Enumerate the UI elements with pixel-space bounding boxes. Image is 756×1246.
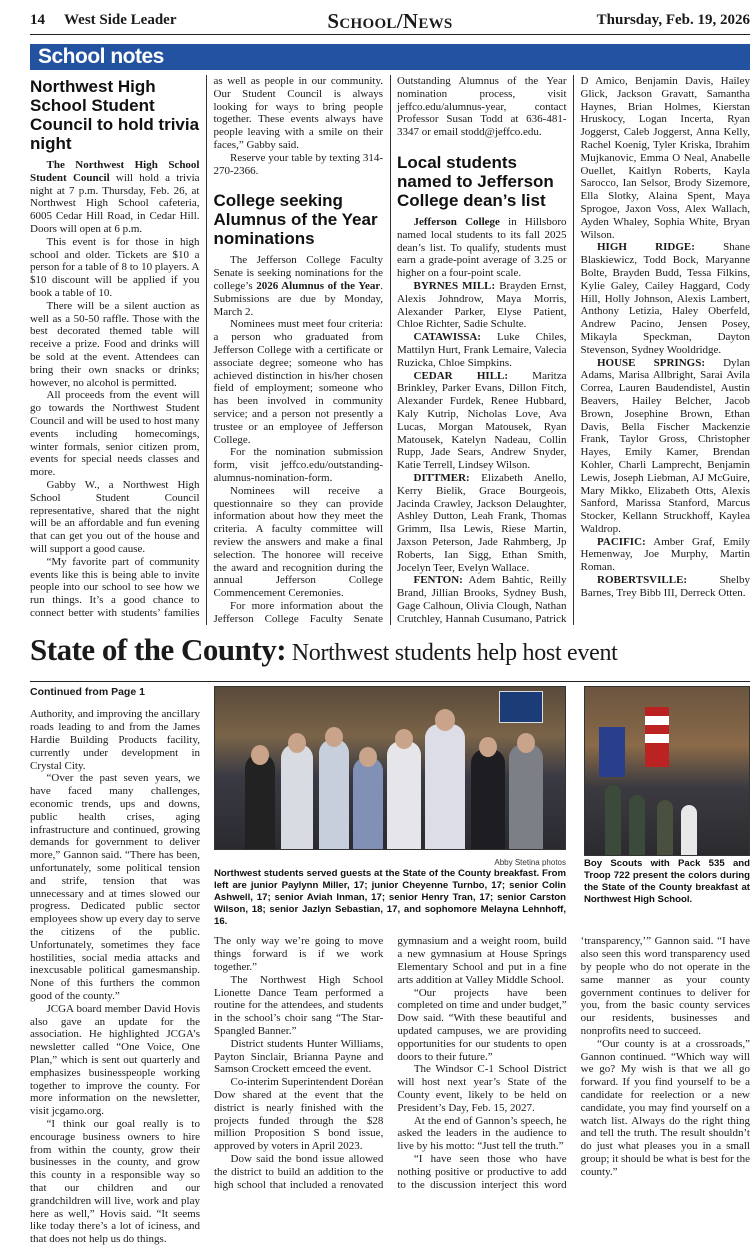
lions-sign xyxy=(499,691,543,723)
paragraph-text: “Our county is at a crossroads,” Gannon continued. “Which way will we go? My wish is that we all go forward. If you find yourself to be a candidate for reelection or a new candidate, you may find yourself on a watch list. Always do the right thing and tell the truth. The result shouldn’t do just what pleases you in a small group; it should be what is best for the county.” xyxy=(580,1037,750,1178)
paragraph xyxy=(397,1115,566,1153)
paragraph-lead: The Northwest High School Student Council xyxy=(30,159,200,184)
paragraph xyxy=(30,300,200,390)
town-name: DITTMER: xyxy=(413,471,470,484)
student-names: Luke Chiles, Mattilyn Hurt, Frank Lemaire, Valecia Ruzicka, Chloe Simpkins. xyxy=(397,331,567,369)
paper-name: West Side Leader xyxy=(64,12,177,28)
paragraph-text: “I think our goal really is to encourage business owners to hire from within the county, grow their businesses in the county, and grow this county in a responsible way so that our children and our grandchildren will live, work and play here as well,” Hovis said. “It seems like today there’s a lot of iciness, and that does not help us do things. xyxy=(30,1117,200,1246)
paragraph xyxy=(30,1118,200,1246)
state-flag xyxy=(599,727,625,777)
paragraph xyxy=(397,1063,566,1114)
paragraph xyxy=(30,708,200,772)
student-names: Elizabeth Anello, Kerry Bielik, Grace Bourgeois, Jacinda Crawley, Jackson Delaughter, Ashley Dutton, Leah Frank, Thomas Grimm, Ilsa Lewis, Riese Martin, Jaxson Peterson, Jade Rahmberg, Jp Roberts, Ian Sigg, Ethan Smith, Jocelyn Teer, Evelyn Wallace. xyxy=(397,471,567,574)
paragraph-text: The only way we’re going to move things forward is if we work together.” xyxy=(214,935,384,974)
paragraph xyxy=(214,446,384,484)
caption-row xyxy=(214,858,750,927)
paragraph xyxy=(214,1076,383,1153)
paragraph xyxy=(397,987,566,1064)
photo-credit: Abby Stetina photos xyxy=(494,858,566,868)
person-figure xyxy=(425,724,465,849)
main-caption-box xyxy=(214,858,566,927)
paragraph-text: will hold a trivia night at 7 p.m. Thursday, Feb. 26, at Northwest High School cafeteria, 6005 Cedar Hill Road, in Cedar Hill. Doors will open at 6 p.m. xyxy=(30,171,200,235)
section-title: School/News xyxy=(327,9,453,33)
deans-list-town-group xyxy=(581,536,751,574)
paragraph xyxy=(30,389,200,479)
person-figure xyxy=(353,757,383,849)
county-columns-continued xyxy=(214,935,750,1191)
paragraph-text: The Jefferson College Faculty Senate is seeking nominations for the college’s xyxy=(213,254,383,292)
town-name: BYRNES MILL: xyxy=(413,279,496,292)
town-name: CEDAR HILL: xyxy=(413,369,509,382)
paragraph-text: JCGA board member David Hovis also gave an update for the association. He highlighted JCGA’s newsletter called “One Voice, One Plan,” which is sent out quarterly and emphasizes businesspeople working together to improve the county. For more information on the newsletter, visit jcgamo.org. xyxy=(30,1002,200,1118)
issue-date: Thursday, Feb. 19, 2026 xyxy=(596,12,750,28)
paragraph xyxy=(214,152,384,178)
student-names: Maritza Brinkley, Parker Evans, Dillon Fitch, Alexander Furdek, Renee Hubbard, Kaly Kutrip, Nicholas Love, Ava Lucas, Morgan Matousek, Ryan Matousek, Katelyn Nadeau, Collin Rupp, Jade Sears, Andrew Snyder, Katie Terrell, Lindsey Wilson. xyxy=(397,369,567,472)
side-caption-box xyxy=(584,858,750,927)
headline-kicker: State of the County: xyxy=(30,632,287,668)
page-header xyxy=(30,10,750,35)
paragraph xyxy=(30,772,200,1002)
paragraph-text: Authority, and improving the ancillary roads leading to and from the James Hardie Building Products facility, currently under development in Crystal City. xyxy=(30,708,200,772)
paragraph-text: Nominees must meet four criteria: a person who graduated from Jefferson College with a certificate or associate degree; someone who has achieved distinction in his/her chosen field of employment; someone who has been involved in community service; and a person not presently a trustee or an employee of Jefferson College. xyxy=(213,318,383,446)
student-names: Dylan Adams, Marisa Allbright, Sarai Avila Correa, Lauren Baudendistel, Austin Beavers, Hailey Belcher, Jacob Brown, Josephine Brown, Ethan Davis, Bella Fischer Mackenzie Frank, Taylor Gross, Christopher Hayes, Emily Kamer, Brendan Kohler, Charli Lamprecht, Benjamin Lewis, Joseph Liebman, AJ McGuire, Mary Mikko, Elizabeth Otts, Alexis Sanford, Marissa Stanford, Marcus Stocker, Kellann Struckhoff, Kaylea Waldrop. xyxy=(580,356,750,535)
town-name: CATAWISSA: xyxy=(413,331,481,344)
scout-figure xyxy=(605,785,621,855)
deans-list-town-group xyxy=(397,472,567,574)
paragraph-text: Nominees will receive a questionnaire so they can provide information about how they meet the criteria. A faculty committee will review the answers and make a final selection. The honoree will receive the award and recognition during the annual Jefferson College Commencement Ceremonies. xyxy=(213,484,383,600)
deans-list-headline: Local students named to Jefferson College dean’s list xyxy=(397,152,554,210)
paragraph-text: “Over the past seven years, we have faced many challenges, economic trends, ups and downs, public health crises, aging infrastructure and continued, growing demands for government to deliver more,” Gannon said. “There has been, unfortunately, some political tension and strife, tension that was unnecessary and at times slowed our progress. Dedicated public sector employees show up every day to serve the citizens of the public. Unfortunately, sometimes they face hostilities, social media attacks and inexcusable political gamesmanship. None of this furthers the common good of the county.” xyxy=(30,772,200,1003)
town-name: ROBERTSVILLE: xyxy=(597,574,688,587)
scout-figure xyxy=(629,795,645,855)
paragraph xyxy=(214,974,383,1038)
main-photo-caption: Northwest students served guests at the State of the County breakfast. From left are junior Paylynn Miller, 17; junior Cheyenne Turnbo, 17; senior Colin Ashwell, 17; senior Aviah Inman, 17; senior Henry Tran, 17; senior Carston Wilson, 18; senior Jazlyn Sebastian, 17, and sophomore Melayna Lehnhoff, 16. xyxy=(214,868,566,927)
paragraph-text: For more information about the Jefferson College Faculty Senate Outstanding Alumnus of the Year nomination process, visit jeffco.edu/alumnus-year, contact Professor Susan Todd at 636-481-3347 or email stodd@jeffco.edu. xyxy=(213,75,567,625)
deans-list-town-group xyxy=(397,280,567,331)
paragraph-text: District students Hunter Williams, Payton Sinclair, Brianna Payne and Samson Crockett emceed the event. xyxy=(214,1037,384,1076)
paragraph-text: At the end of Gannon’s speech, he asked the leaders in the audience to live by his motto: “Just tell the truth.” xyxy=(397,1114,567,1153)
scout-figure xyxy=(681,805,697,855)
deans-list-town-group xyxy=(397,331,567,369)
county-headline xyxy=(30,631,750,682)
paragraph xyxy=(214,935,383,973)
town-name: HIGH RIDGE: xyxy=(597,241,695,254)
intro-lead: Jefferson College xyxy=(413,215,500,228)
section-bar xyxy=(30,44,750,70)
county-column-1 xyxy=(30,708,200,1245)
paragraph-text: All proceeds from the event will go towards the Northwest Student Council and will be used to host many events including homecomings, winter formals, senior citizen prom, events for special needs classes and more. xyxy=(30,389,200,479)
paragraph-bold: 2026 Alumnus of the Year xyxy=(256,279,381,292)
page-number: 14 xyxy=(30,12,45,28)
side-photo-caption: Boy Scouts with Pack 535 and Troop 722 present the colors during the State of the County breakfast at Northwest High School. xyxy=(584,858,750,905)
paragraph xyxy=(30,236,200,300)
paragraph-text: The Windsor C-1 School District will host next year’s State of the County event, likely to be held on President’s Day, Feb. 15, 2027. xyxy=(397,1063,567,1114)
us-flag xyxy=(645,707,669,767)
photo-row xyxy=(214,686,750,856)
county-left-column xyxy=(30,686,200,1245)
town-name: FENTON: xyxy=(413,574,463,587)
person-figure xyxy=(471,749,505,849)
deans-list-town-group xyxy=(581,241,751,356)
continued-label: Continued from Page 1 xyxy=(30,686,145,699)
person-figure xyxy=(245,754,275,849)
intro-text: in Hillsboro named local students to its fall 2025 dean’s list. To qualify, students must earn a grade-point average of 3.25 or higher on a four-point scale. xyxy=(397,215,567,280)
scouts-photo xyxy=(584,686,750,856)
paragraph xyxy=(214,1038,383,1076)
scout-figure xyxy=(657,800,673,855)
deans-list-town-group xyxy=(581,357,751,536)
paragraph-text: This event is for those in high school and older. Tickets are $10 a person for a table of 8 to 10 players. A $10 discount will be applied if you book a table of 10. xyxy=(30,235,200,299)
town-name: HOUSE SPRINGS: xyxy=(597,356,705,369)
deans-list-intro xyxy=(397,216,567,280)
student-names: Adem Bahtic, Reilly Brand, Jillian Brooks, Sydney Bush, Gage Calhoun, Olivia Clough, Nathan Crutchley, Hannah Cusumano, Patrick D Amico, Benjamin Davis, Hailey Glick, Jackson Gravatt, Samantha Haynes, Brian Holmes, Kierstan Hruskocy, Logan Incerta, Ryan Joggerst, Caleb Joggerst, Anna Kelly, Rachel Koenig, Tyler Kriska, Ibrahim Mujkanovic, Emma O Neal, Anabelle Ouellet, Kaitlyn Roberts, Kayla Sarocco, Ian Selsor, Brody Sizemore, Ella Slotky, Alaina Spent, Maya Sprogoe, Jaxon Voss, Alex Wallach, Ayden Whaley, Sophia White, Bryan Wilson. xyxy=(397,75,750,625)
paragraph xyxy=(30,1003,200,1118)
person-figure xyxy=(281,744,313,849)
paragraph xyxy=(581,1038,750,1179)
school-notes-columns xyxy=(30,75,750,625)
alumnus-headline: College seeking Alumnus of the Year nominations xyxy=(213,191,378,249)
paragraph xyxy=(214,318,384,446)
county-article xyxy=(30,686,750,1245)
paragraph-text: . Submissions are due by Monday, March 2. xyxy=(213,279,383,318)
students-photo xyxy=(214,686,566,850)
paragraph-text: “I have seen those who have nothing positive or productive to add to the discussion interject this word ‘transparency,’” Gannon said. “I have also seen this word transparency used by people who do not operate in the same manner as your county government continues to deliver for you, from the basic county services our residents, businesses and nonprofits need to succeed. xyxy=(397,935,750,1191)
person-figure xyxy=(319,739,349,849)
section-bar-title: School notes xyxy=(38,45,164,68)
paragraph-text: “My favorite part of community events like this is being able to invite people into our school to see how we run things. It’s a good chance to connect better with students’ families as well as people in our community. Our Student Council is always looking for ways to bring people together. These events always have people leaving with a smile on their faces,” Gabby said. xyxy=(30,75,383,619)
student-names: Shelby Barnes, Trey Bibb III, Derreck Otten. xyxy=(580,574,750,599)
paragraph-text: The Northwest High School Lionette Dance Team performed a routine for the attendees, and students in the school’s choir sang “The Star-Spangled Banner.” xyxy=(214,973,384,1038)
trivia-headline: Northwest High School Student Council to hold trivia night xyxy=(30,77,200,153)
paragraph-text: For the nomination submission form, visit jeffco.edu/outstanding-alumnus-nomination-form. xyxy=(213,446,383,484)
student-names: Brayden Ernst, Alexis Johndrow, Maya Morris, Alexander Parker, Elyse Patient, Chloe Richter, Sadie Schulte. xyxy=(397,279,567,331)
paragraph xyxy=(214,254,384,318)
person-figure xyxy=(387,741,421,849)
page xyxy=(30,0,750,1246)
headline-rest: Northwest students help host event xyxy=(286,640,618,667)
paragraph-text: Gabby W., a Northwest High School Student Council representative, shared that the night will be an affordable and fun evening that can get you out of the house and will support a good cause. xyxy=(30,478,200,555)
person-figure xyxy=(509,744,543,849)
paragraph xyxy=(30,159,200,236)
student-names: Amber Graf, Emily Hemenway, Joe Murphy, Martin Roman. xyxy=(580,535,750,574)
paragraph-text: Reserve your table by texting 314-270-2366. xyxy=(213,151,383,177)
paragraph xyxy=(214,485,384,600)
paragraph xyxy=(30,479,200,556)
paragraph-text: Dow said the bond issue allowed the district to build an addition to the high school that included a renovated gymnasium and a weight room, build a new gymnasium at House Springs Elementary School and put in a fine arts addition at Valley Middle School. xyxy=(214,935,567,1191)
deans-list-town-group xyxy=(397,370,567,472)
county-right-area xyxy=(214,686,750,1245)
paragraph-text: There will be a silent auction as well as a 50-50 raffle. Those with the best decorated themed table will receive a prize. Food and drinks will be sold at the event. Attendees can bring their own snacks or drinks; however, no alcohol is permitted. xyxy=(30,299,200,389)
student-names: Shane Blaskiewicz, Todd Bock, Maryanne Bolte, Brayden Budd, Tessa Filkins, Kylie Galey, Cailey Haggard, Cody Hill, Holly Johnson, Alexis Lambert, Anthony Letizia, Haley Oberfeld, Andrew Pacino, Jensen Posey, Mikayla Speckman, Dayton Stevenson, Sydney Wooldridge. xyxy=(580,241,750,356)
paragraph-text: “Our projects have been completed on time and under budget,” Dow said. “With these beautiful and updated campuses, we are providing opportunities for our students to open doors to their future.” xyxy=(397,986,567,1063)
town-name: PACIFIC: xyxy=(597,535,646,548)
deans-list-town-group xyxy=(581,574,751,600)
paragraph-text: Co-interim Superintendent Doréan Dow shared at the event that the district is nearly finished with the projects funded through the $28 million Proposition S bond issue, approved by voters in April 2023. xyxy=(214,1076,384,1153)
